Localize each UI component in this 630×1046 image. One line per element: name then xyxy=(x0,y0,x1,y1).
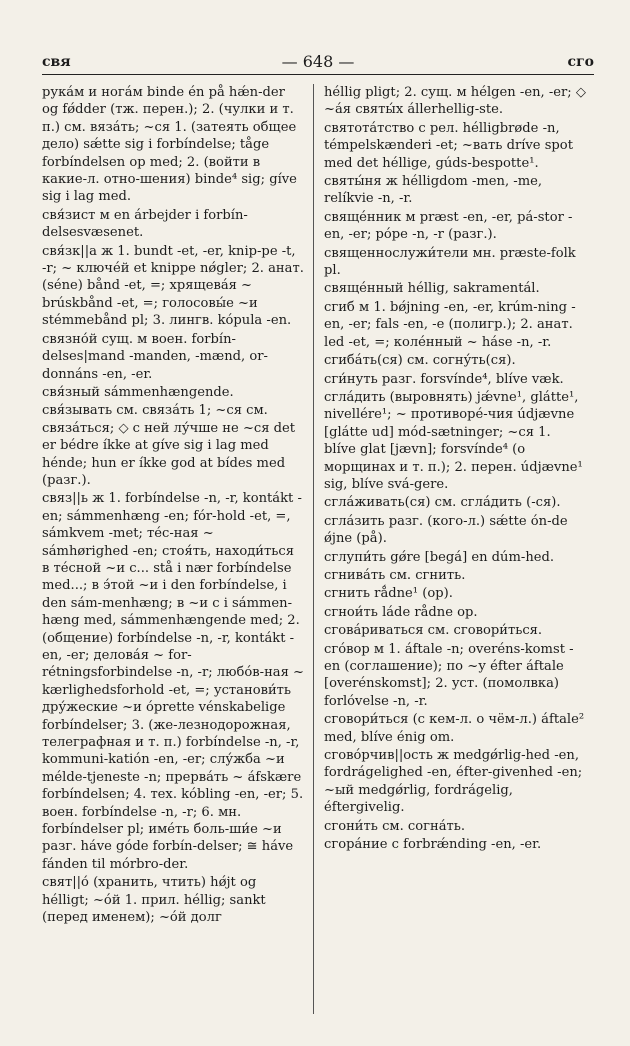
dictionary-entry: сгибáть(ся) см. согну́ть(ся). xyxy=(324,353,516,369)
dictionary-entry: сгнить rǻdne¹ (op). xyxy=(324,586,453,602)
dictionary-entry: сгóвор м 1. áftale -n; overéns-komst -en (соглашение); по ~у éfter áftale [overénskomst]; 2. уст. (помолвка) forlóvelse -n, -r. xyxy=(324,641,574,709)
dictionary-entry: свящéнный héllig, sakramentál. xyxy=(324,281,540,297)
page-header xyxy=(42,52,594,75)
page-number: — 648 — xyxy=(281,52,355,71)
dictionary-entry: сгиб м 1. bǿjning -en, -er, krúm-ning -en, -er; fals -en, -e (полигр.); 2. анат. led -et, =; колéнный ~ háse -n, -r. xyxy=(324,299,576,350)
dictionary-entry: сглáдить (выровнять) jǽvne¹, glátte¹, nivellére¹; ~ противорé-чия údjævne [glátte ud] mód-sætninger; ~ся 1. blíve glat [jævn]; forsvínde⁴ (о морщинах и т. п.); 2. перен. údjævne¹ sig, blíve svá-gere. xyxy=(324,389,583,492)
dictionary-entry: héllig pligt; 2. сущ. м hélgen -en, -er; ◇ ~áя святы́х állerhellig-ste. xyxy=(324,85,586,118)
dictionary-entry: связ||ь ж 1. forbíndelse -n, -r, kontákt -en; sámmenhæng -en; fór-hold -et, =, sámkvem -met; тéс-ная ~ sámhørighed -en; стоя́ть, находи́ться в тéсной ~и с... stå i nær forbíndelse med...; в э́той ~и i den forbíndelse, i den sám-menhæng; в ~и с i sámmen-hæng med, sámmenhængende med; 2. (общение) forbíndelse -n, -r, kontákt -en, -er; деловáя ~ for-rétningsforbindelse -n, -r; любóв-ная ~ kærlighedsforhold -et, =; установи́ть дру́жеские ~и óprette vénskabelige forbíndelser; 3. (же-лезнодорожная, телеграфная и т. п.) forbíndelse -n, -r, kommuni-katión -en, -er; слу́жба ~и mélde-tjeneste -n; прервáть ~ áfskære forbíndelsen; 4. тех. kóbling -en, -er; 5. воен. forbíndelse -n, -r; 6. мн. forbíndelser pl; имéть боль-ши́е ~и разг. háve góde forbín-delser; ≅ háve fánden til mórbro-der. xyxy=(42,491,304,872)
dictionary-entry: свя́зк||а ж 1. bundt -et, -er, knip-pe -t, -r; ~ ключéй et knippe nǿgler; 2. анат. (séne) bånd -et, =; хрящевáя ~ brúskbånd -et, =; голосовы́е ~и stémmebånd pl; 3. лингв. kópula -en. xyxy=(42,243,304,329)
dictionary-entry: рукáм и ногáм binde én på hǽn-der og fǿdder (тж. перен.); 2. (чулки и т. п.) см. вязáть; ~ся 1. (затеять общее дело) sǽtte sig i forbíndelse; tåge forbíndelsen op med; 2. (войти в какие-л. отно-шения) binde⁴ sig; gíve sig i lag med. xyxy=(42,85,297,205)
dictionary-entry: священнослужи́тели мн. præste-folk pl. xyxy=(324,245,576,279)
dictionary-entry: сговóрчив||ость ж medgǿrlig-hed -en, fordrágelighed -en, éfter-givenhed -en; ~ый medgǿrlig, fordrágelig, éftergivelig. xyxy=(324,748,583,816)
dictionary-entry: сглáзить разг. (кого-л.) sǽtte ón-de ǿjne (på). xyxy=(324,513,568,547)
dictionary-entry: сгорáние с forbrǽnding -en, -er. xyxy=(324,837,542,853)
dictionary-entry: сгони́ть см. согнáть. xyxy=(324,818,466,834)
dictionary-entry: сгнивáть см. сгнить. xyxy=(324,567,466,583)
right-guide-word: сго xyxy=(567,54,594,70)
dictionary-entry: сговори́ться (с кем-л. о чём-л.) áftale² med, blíve énig om. xyxy=(324,712,585,745)
column-divider xyxy=(313,84,314,1014)
right-column xyxy=(324,84,586,1022)
dictionary-entry: свя́зывать см. связáть 1; ~ся см. связáться; ◇ с ней лу́чше не ~ся det er bédre íkke at gíve sig i lag med hénde; hun er íkke god at bídes med (разг.). xyxy=(42,403,296,488)
dictionary-entry: свящéнник м præst -en, -er, pá-stor -en, -er; póре -n, -r (разг.). xyxy=(324,209,573,243)
left-column xyxy=(42,84,304,1022)
dictionary-entry: сглáживать(ся) см. сглáдить (-ся). xyxy=(324,495,561,511)
dictionary-entry: святотáтство с рел. hélligbrøde -n, témpelskænderi -et; ~вать dríve spot med det héllige, gúds-bespotte¹. xyxy=(324,120,573,171)
dictionary-entry: сги́нуть разг. forsvínde⁴, blíve væk. xyxy=(324,371,564,387)
dictionary-entry: свят||о́ (хранить, чтить) hǿjt og hélligt; ~óй 1. прил. héllig; sankt (перед именем); ~óй долг xyxy=(42,875,266,926)
dictionary-entry: святы́ня ж hélligdom -men, -me, relíkvie -n, -r. xyxy=(324,174,543,207)
dictionary-entry: связно́й сущ. м воен. forbín-delses|mand -manden, -mænd, or-donnáns -en, -er. xyxy=(42,331,268,382)
dictionary-entry: сговáриваться см. сговори́ться. xyxy=(324,623,543,639)
dictionary-entry: свя́зный sámmenhængende. xyxy=(42,384,234,400)
dictionary-entry: сгнои́ть láde rådne op. xyxy=(324,604,478,620)
dictionary-entry: свя́зист м en árbejder i forbín-delsesvæsenet. xyxy=(42,207,248,241)
dictionary-entry: сглупи́ть gǿre [begá] en dúm-hed. xyxy=(324,549,555,565)
left-guide-word: свя xyxy=(42,54,71,70)
